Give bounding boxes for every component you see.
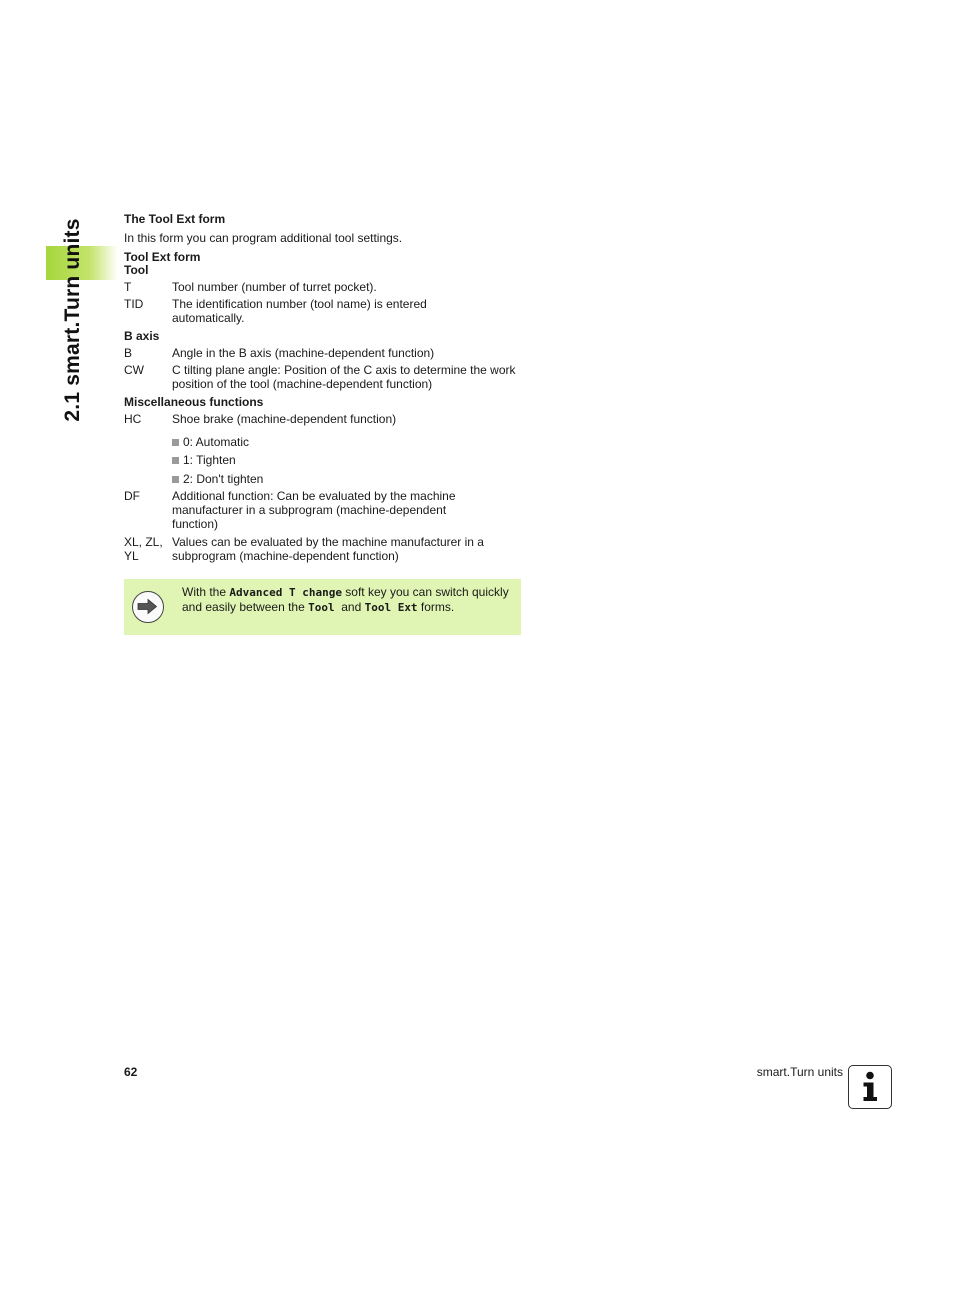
param-desc-df: Additional function: Can be evaluated by the machine manufacturer in a subprogram (machine-dependent function) bbox=[172, 489, 456, 531]
note-text-part: and bbox=[341, 600, 365, 614]
param-key-cw: CW bbox=[124, 363, 144, 377]
group-heading-misc: Miscellaneous functions bbox=[124, 395, 264, 409]
running-title: smart.Turn units bbox=[756, 1065, 843, 1079]
note-text bbox=[182, 585, 518, 615]
param-desc-xl-zl-yl: Values can be evaluated by the machine manufacturer in a subprogram (machine-dependent function) bbox=[172, 535, 484, 563]
option-item bbox=[172, 435, 249, 449]
group-heading-b-axis: B axis bbox=[124, 329, 160, 343]
form-title: Tool Ext form bbox=[124, 250, 201, 264]
param-key-t: T bbox=[124, 280, 132, 294]
note-text-part: forms. bbox=[417, 600, 455, 614]
param-key-b: B bbox=[124, 346, 133, 360]
option-item bbox=[172, 453, 236, 467]
option-label: 1: Tighten bbox=[183, 453, 236, 467]
param-desc-cw: C tilting plane angle: Position of the C axis to determine the work position of the tool (machine-dependent function) bbox=[172, 363, 516, 391]
param-desc-b: Angle in the B axis (machine-dependent function) bbox=[172, 346, 435, 360]
note-text-part: soft key you can switch quickly and easily between the bbox=[182, 585, 509, 614]
option-label: 0: Automatic bbox=[183, 435, 250, 449]
note-text-part: With the bbox=[182, 585, 230, 599]
param-desc-hc: Shoe brake (machine-dependent function) bbox=[172, 412, 397, 426]
option-item bbox=[172, 472, 263, 486]
chapter-title-text: 2.1 smart.Turn units bbox=[61, 218, 84, 422]
arrow-right-icon bbox=[132, 591, 164, 623]
param-desc-t: Tool number (number of turret pocket). bbox=[172, 280, 377, 294]
param-key-hc: HC bbox=[124, 412, 142, 426]
param-desc-tid: The identification number (tool name) is entered automatically. bbox=[172, 297, 427, 325]
option-label: 2: Don't tighten bbox=[183, 472, 264, 486]
page-number: 62 bbox=[124, 1065, 138, 1079]
form-name-tool: Tool bbox=[308, 601, 342, 614]
param-key-tid: TID bbox=[124, 297, 144, 311]
section-heading: The Tool Ext form bbox=[124, 212, 226, 226]
info-icon bbox=[848, 1065, 892, 1109]
form-name-tool-ext: Tool Ext bbox=[364, 601, 418, 614]
param-key-df: DF bbox=[124, 489, 140, 503]
softkey-name: Advanced T change bbox=[229, 586, 342, 599]
param-key-xl-zl-yl: XL, ZL, YL bbox=[124, 535, 163, 563]
group-heading-tool: Tool bbox=[124, 263, 149, 277]
section-intro: In this form you can program additional tool settings. bbox=[124, 231, 403, 245]
